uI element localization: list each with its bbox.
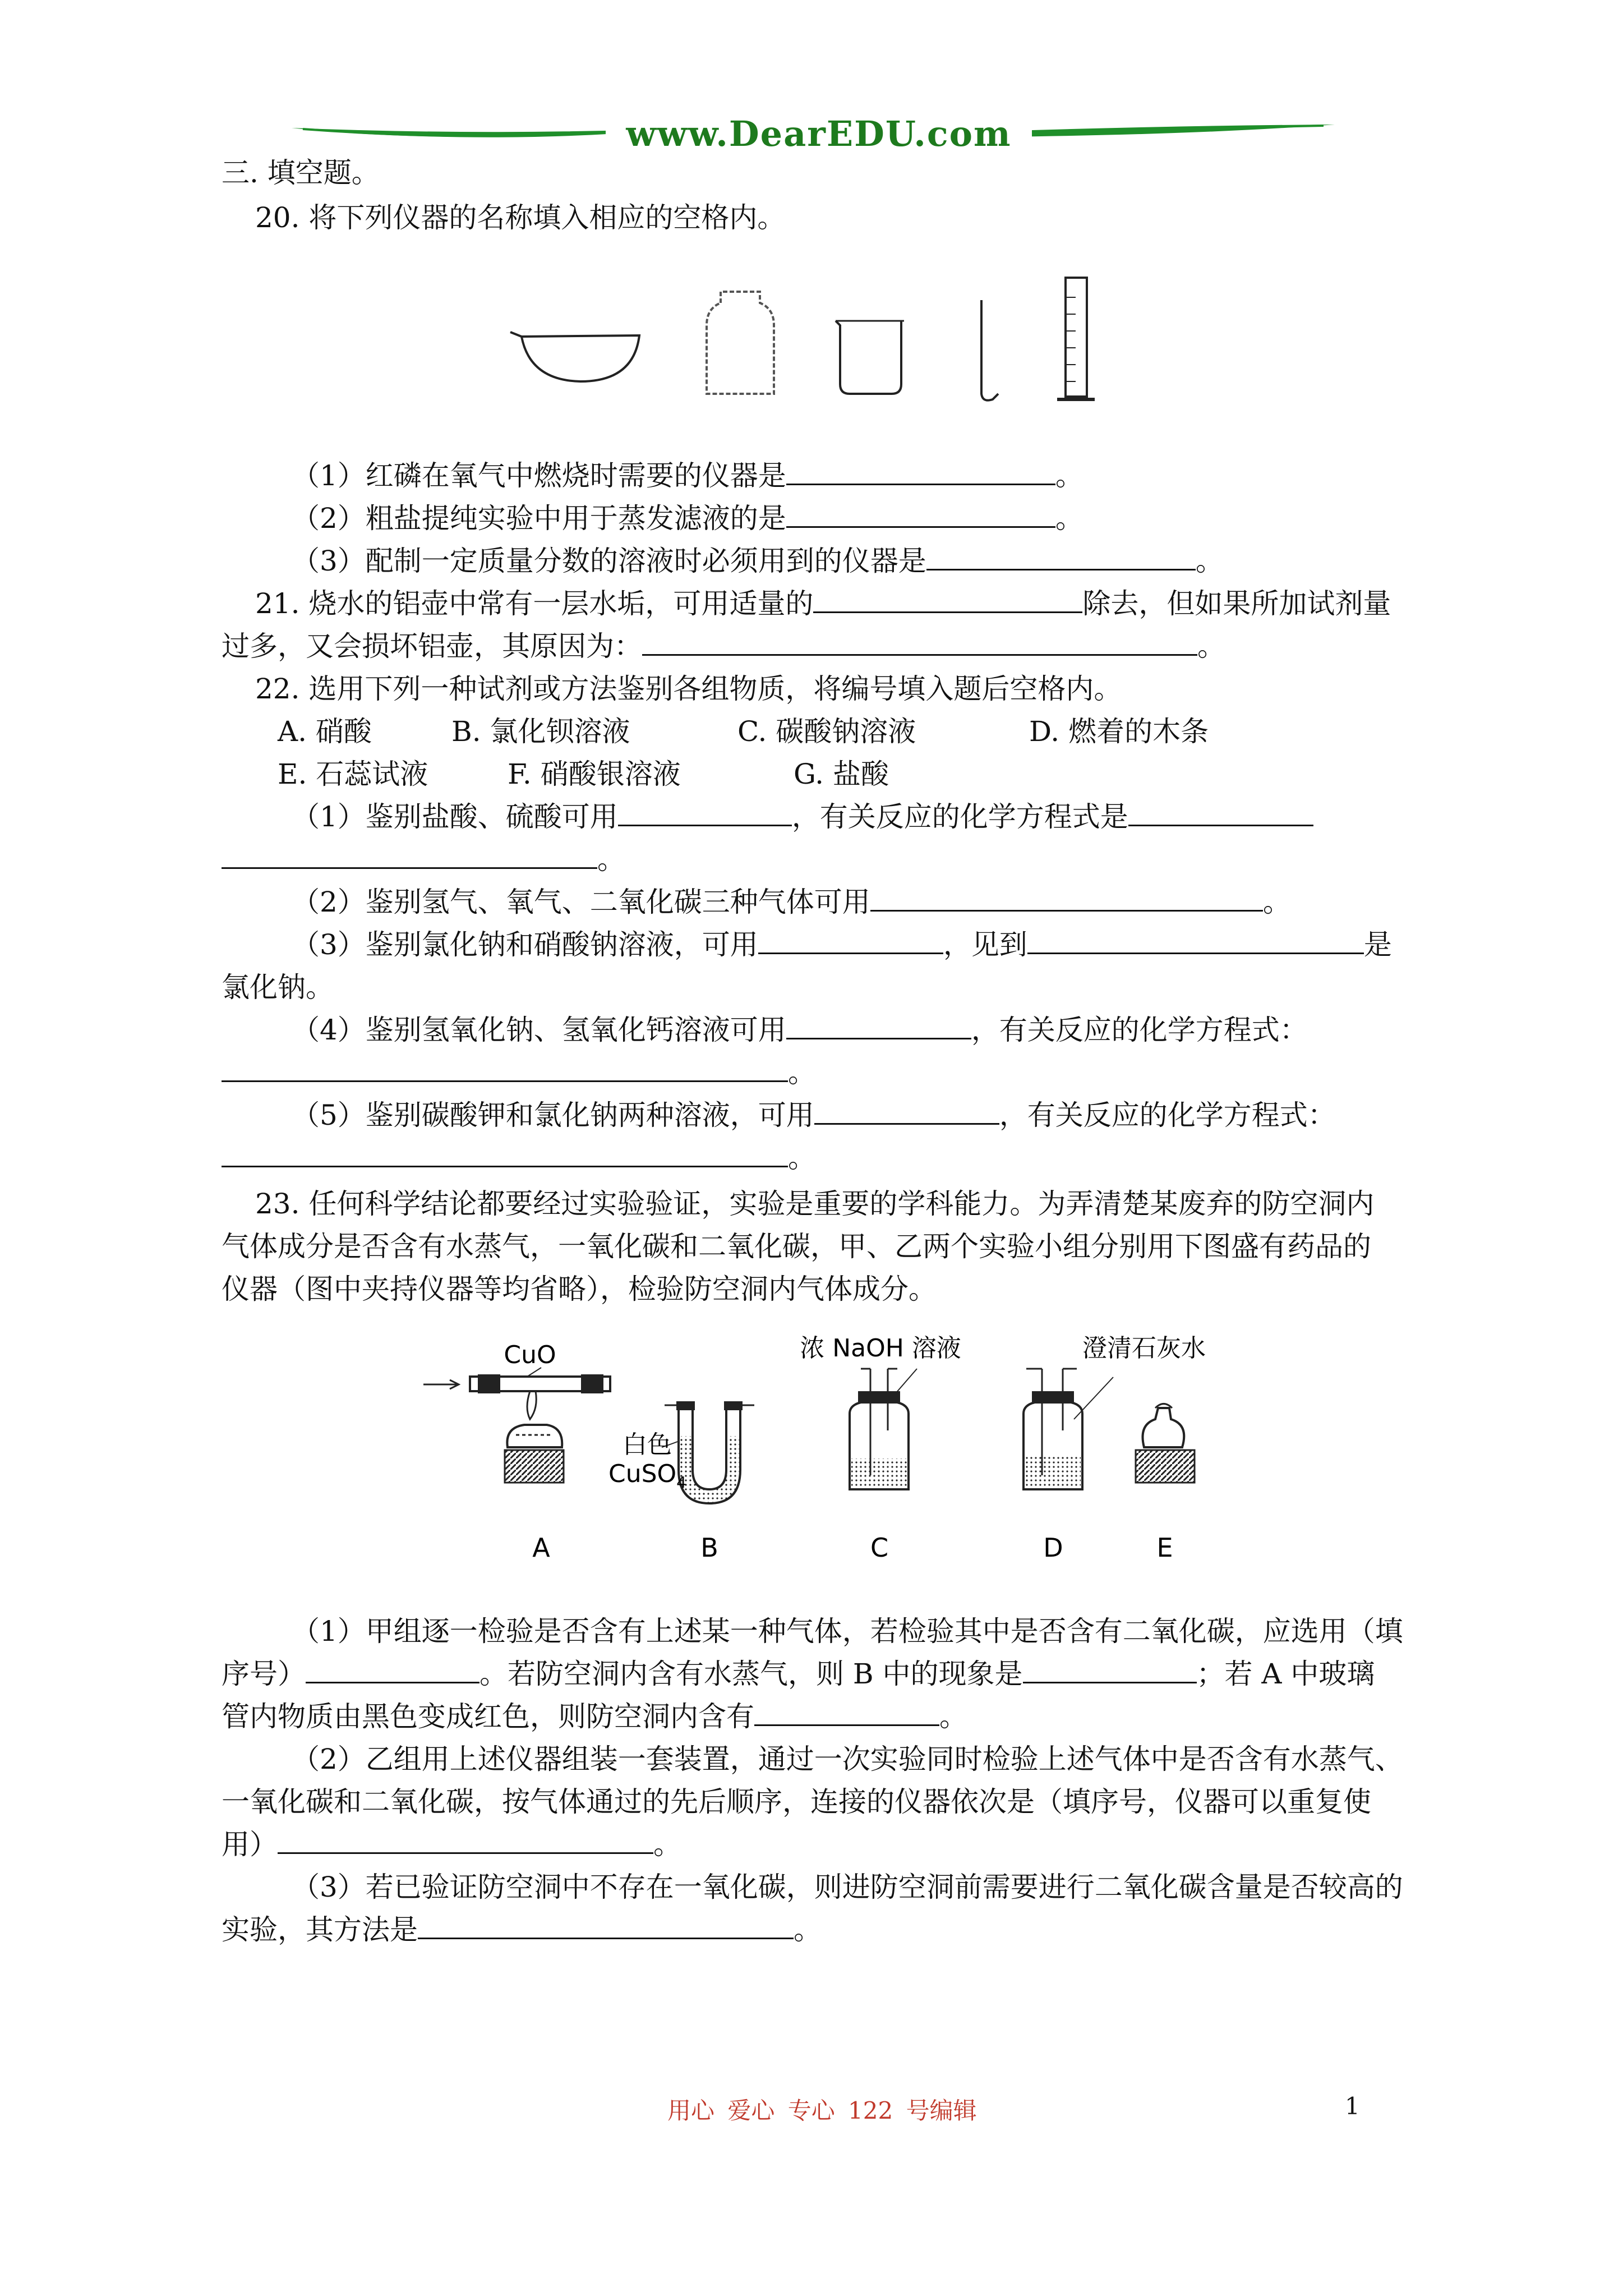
answer-blank[interactable]	[786, 1009, 971, 1039]
label-e: E	[1156, 1533, 1173, 1563]
q22-option-c: C. 碳酸钠溶液	[737, 715, 916, 748]
q23-line3: 仪器（图中夹持仪器等均省略），检验防空洞内气体成分。	[222, 1273, 937, 1305]
wide-mouth-bottle-icon	[707, 292, 774, 394]
q20-sub1: （1）红磷在氧气中燃烧时需要的仪器是 。	[292, 454, 1486, 497]
q20-stem: 20. 将下列仪器的名称填入相应的空格内。	[255, 201, 786, 234]
apparatus-d-icon	[1023, 1369, 1113, 1489]
label-cuso4: CuSO$_4$	[608, 1460, 686, 1492]
combustion-spoon-icon	[981, 300, 998, 401]
q22-sub5: （5）鉴别碳酸钾和氯化钠两种溶液，可用 ，有关反应的化学方程式：	[292, 1094, 1486, 1137]
q20-sub2: （2）粗盐提纯实验中用于蒸发滤液的是 。	[292, 497, 1486, 540]
answer-blank[interactable]	[754, 1695, 939, 1726]
answer-blank[interactable]	[926, 540, 1196, 570]
q22-sub4-cont: 。	[222, 1051, 1416, 1094]
apparatus-a-icon	[423, 1368, 610, 1483]
q22-option-e: E. 石蕊试液	[278, 758, 428, 790]
answer-blank[interactable]	[786, 497, 1055, 528]
q20-sub3: （3）配制一定质量分数的溶液时必须用到的仪器是 。	[292, 540, 1486, 582]
q22-option-g: G. 盐酸	[794, 758, 889, 790]
q22-sub4: （4）鉴别氢氧化钠、氢氧化钙溶液可用 ，有关反应的化学方程式：	[292, 1009, 1486, 1051]
q23-p1-line2: 序号） 。若防空洞内含有水蒸气，则 B 中的现象是 ；若 A 中玻璃	[222, 1653, 1416, 1695]
label-limewater: 澄清石灰水	[1082, 1335, 1206, 1363]
label-c: C	[870, 1533, 889, 1563]
answer-blank[interactable]	[222, 1137, 788, 1167]
evaporating-dish-icon	[510, 332, 639, 381]
label-d: D	[1043, 1533, 1063, 1563]
q23-p2-line1: （2）乙组用上述仪器组装一套装置，通过一次实验同时检验上述气体中是否含有水蒸气、	[292, 1743, 1403, 1775]
answer-blank[interactable]	[1128, 795, 1313, 826]
answer-blank[interactable]	[786, 454, 1055, 485]
q21-line1: 21. 烧水的铝壶中常有一层水垢，可用适量的 除去，但如果所加试剂量	[255, 582, 1450, 625]
answer-blank[interactable]	[642, 625, 1197, 656]
apparatus-c-icon	[850, 1369, 917, 1489]
q23-p1-line3: 管内物质由黑色变成红色，则防空洞内含有 。	[222, 1695, 1416, 1738]
graduated-cylinder-icon	[1057, 278, 1095, 399]
beaker-icon	[836, 321, 904, 394]
answer-blank[interactable]	[618, 795, 792, 826]
label-white: 白色	[623, 1430, 672, 1459]
q22-option-f: F. 硝酸银溶液	[508, 758, 681, 790]
answer-blank[interactable]	[758, 923, 943, 954]
label-a: A	[532, 1533, 550, 1563]
q23-p3-line1: （3）若已验证防空洞中不存在一氧化碳，则进防空洞前需要进行二氧化碳含量是否较高的	[292, 1871, 1403, 1903]
q23-line2: 气体成分是否含有水蒸气，一氧化碳和二氧化碳，甲、乙两个实验小组分别用下图盛有药品的	[222, 1230, 1371, 1263]
q22-sub2: （2）鉴别氢气、氧气、二氧化碳三种气体可用 。	[292, 881, 1486, 923]
label-cuo: CuO	[504, 1341, 556, 1369]
site-banner	[292, 112, 1335, 157]
q22-option-b: B. 氯化钡溶液	[451, 715, 630, 748]
label-b: B	[700, 1533, 718, 1563]
q22-sub1-cont: 。	[222, 838, 1416, 881]
section-title: 三. 填空题。	[222, 157, 380, 189]
q22-sub1: （1）鉴别盐酸、硫酸可用 ，有关反应的化学方程式是	[292, 795, 1486, 838]
q20-instruments-figure	[505, 269, 1122, 415]
answer-blank[interactable]	[222, 1051, 788, 1082]
q23-p2-line2: 一氧化碳和二氧化碳，按气体通过的先后顺序，连接的仪器依次是（填序号，仪器可以重复使	[222, 1786, 1371, 1818]
q23-p3-line2: 实验，其方法是 。	[222, 1908, 1416, 1951]
answer-blank[interactable]	[870, 881, 1263, 912]
answer-blank[interactable]	[813, 582, 1082, 613]
q22-stem: 22. 选用下列一种试剂或方法鉴别各组物质，将编号填入题后空格内。	[255, 673, 1122, 705]
q23-p1-line1: （1）甲组逐一检验是否含有上述某一种气体，若检验其中是否含有二氧化碳，应选用（填	[292, 1615, 1403, 1648]
q22-option-a: A. 硝酸	[278, 715, 372, 748]
q23-p2-line3: 用） 。	[222, 1823, 1416, 1866]
answer-blank[interactable]	[1023, 1653, 1197, 1683]
q22-option-d: D. 燃着的木条	[1029, 715, 1209, 748]
q22-sub5-cont: 。	[222, 1137, 1416, 1179]
banner-title: www.DearEDU.com	[606, 113, 1032, 154]
answer-blank[interactable]	[278, 1823, 653, 1854]
answer-blank[interactable]	[222, 838, 597, 869]
label-naoh: 浓 NaOH 溶液	[800, 1335, 961, 1363]
answer-blank[interactable]	[306, 1653, 479, 1683]
answer-blank[interactable]	[814, 1094, 999, 1125]
q21-line2: 过多，又会损坏铝壶，其原因为： 。	[222, 625, 1416, 668]
q23-apparatus-figure	[415, 1335, 1234, 1576]
apparatus-e-icon	[1136, 1404, 1195, 1483]
page-number: 1	[1345, 2092, 1360, 2120]
q22-sub3: （3）鉴别氯化钠和硝酸钠溶液，可用 ，见到 是	[292, 923, 1486, 966]
q23-line1: 23. 任何科学结论都要经过实验验证，实验是重要的学科能力。为弄清楚某废弃的防空洞内	[255, 1188, 1375, 1220]
answer-blank[interactable]	[1027, 923, 1364, 954]
footer-text: 用心 爱心 专心 122 号编辑	[667, 2097, 977, 2124]
answer-blank[interactable]	[418, 1908, 794, 1939]
q22-sub3-cont: 氯化钠。	[222, 971, 334, 1004]
